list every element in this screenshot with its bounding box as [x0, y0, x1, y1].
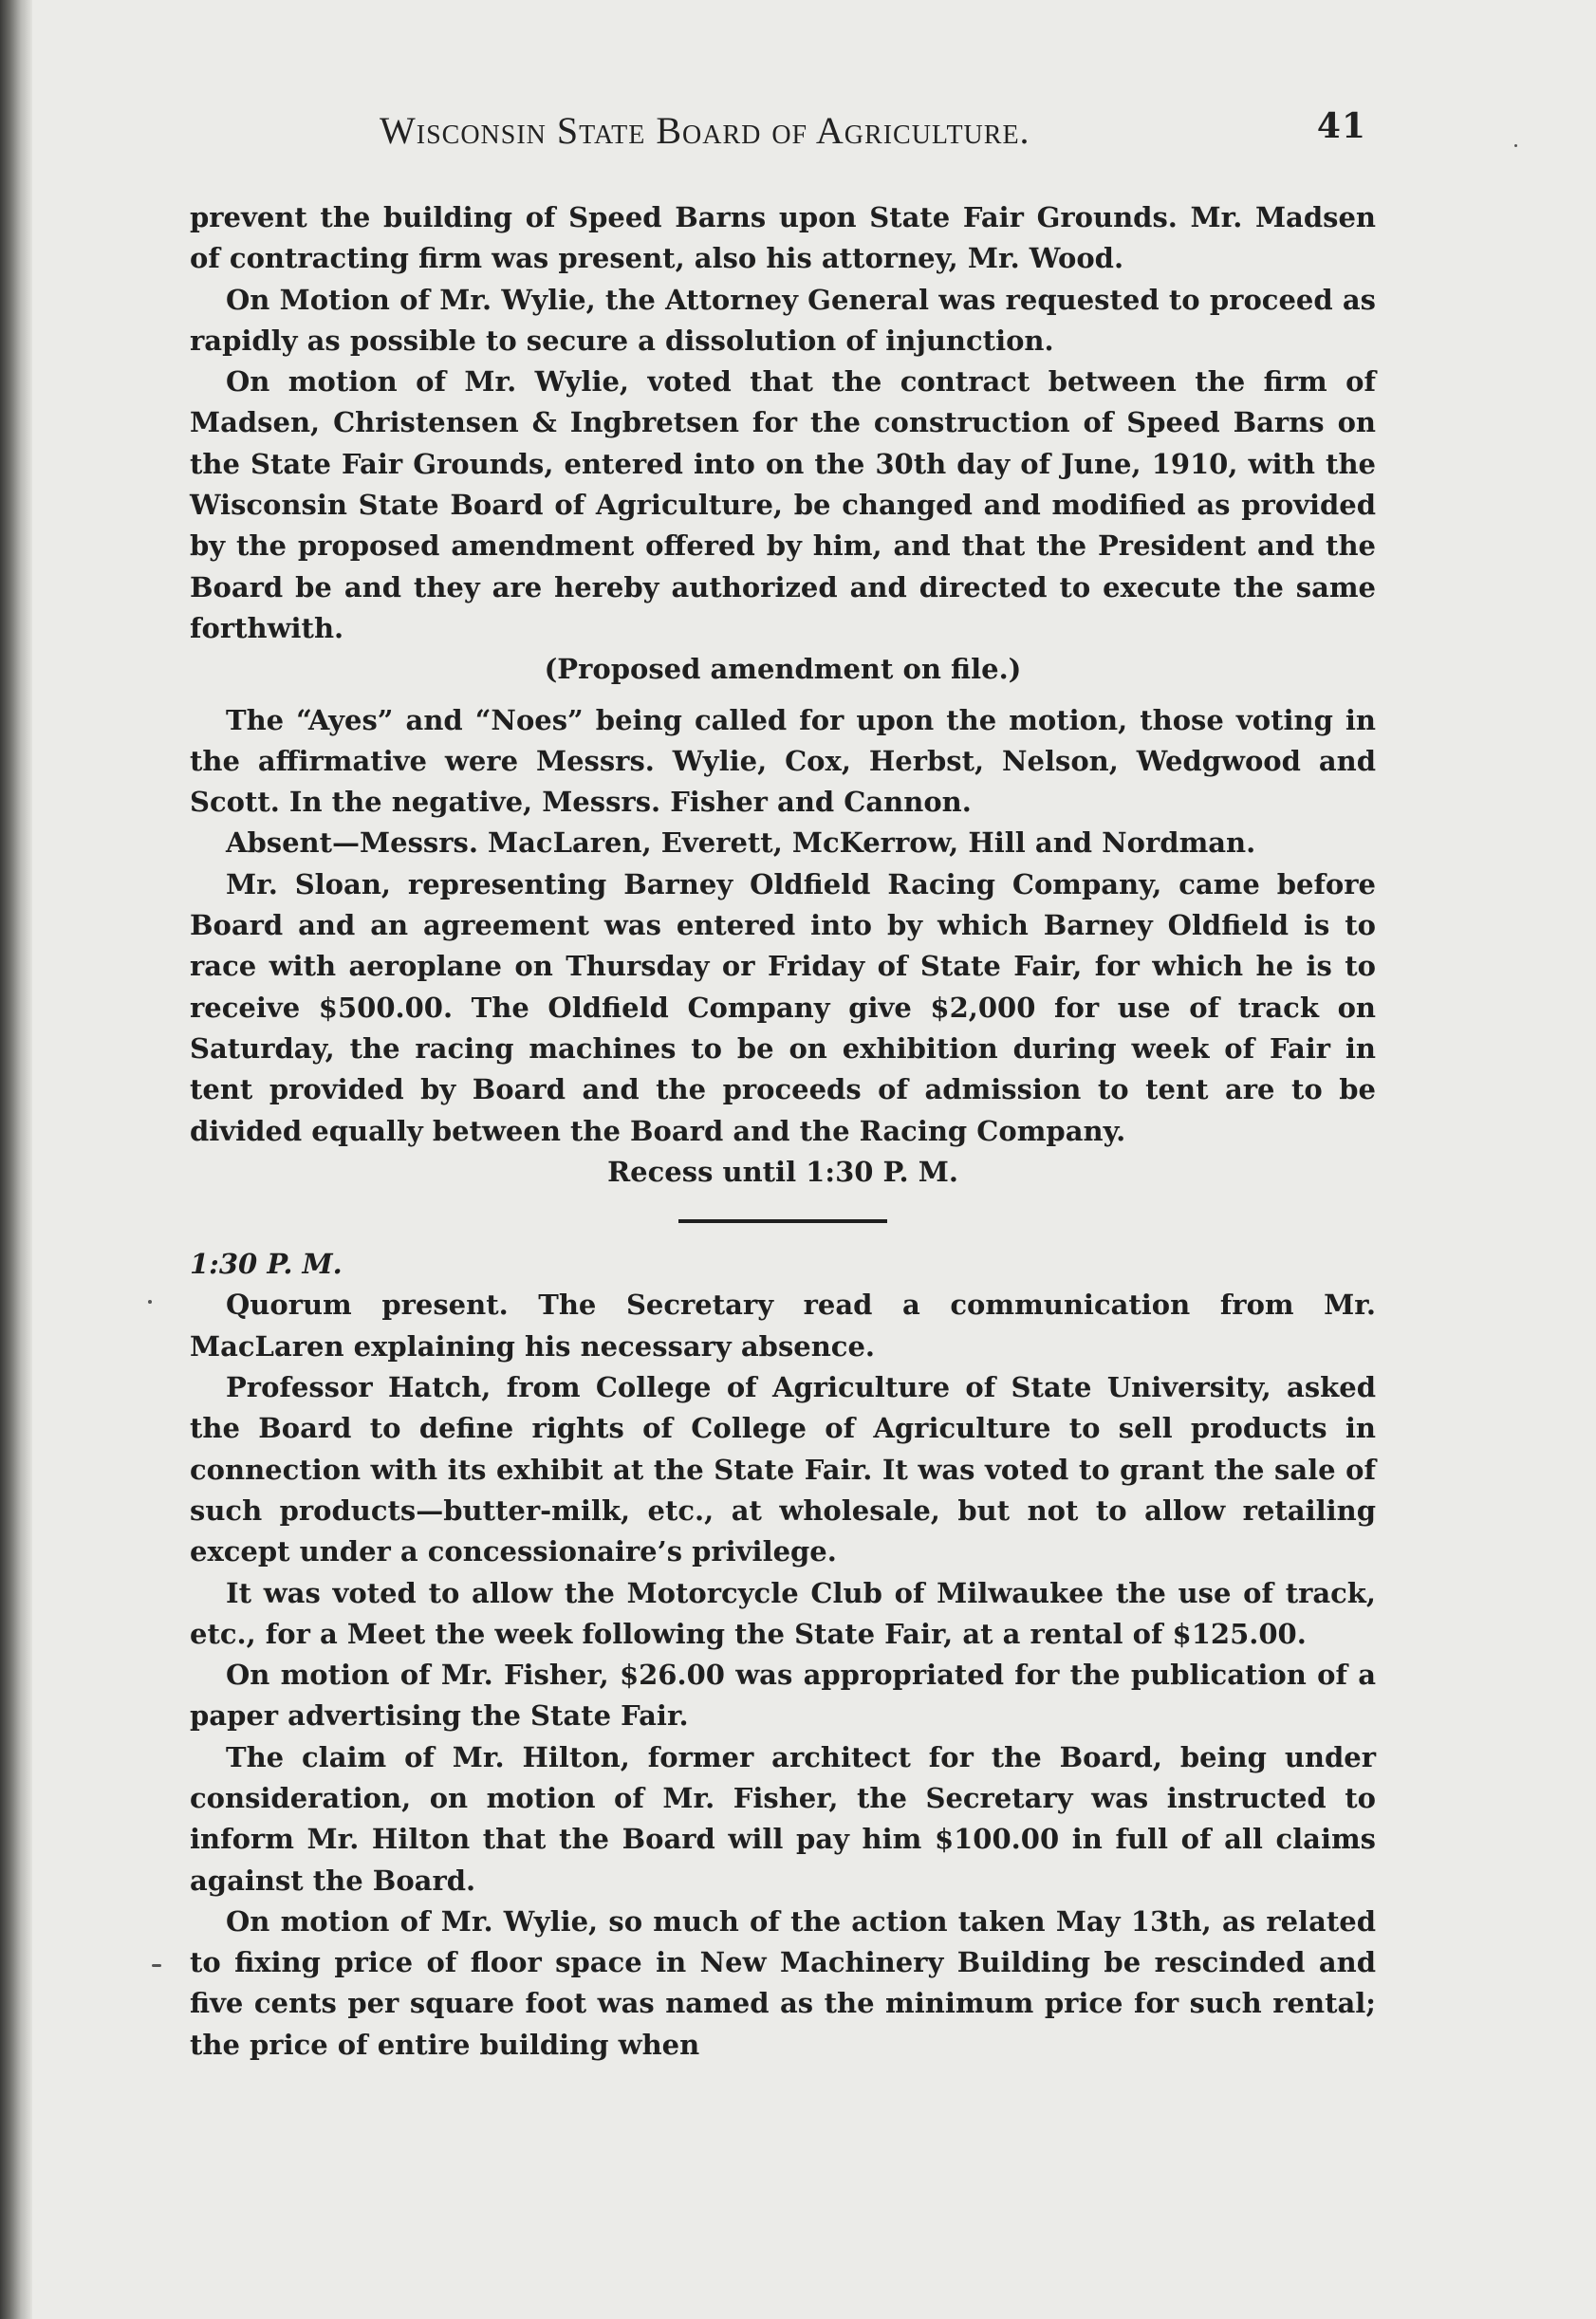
- page-binding-edge: [0, 0, 32, 2319]
- paragraph-vote-record: The “Ayes” and “Noes” being called for upon the motion, those voting in the affirmative were Messrs. Wylie, Cox, Herbst, Nelson, Wedgwood and Scott. In the negative, Messrs. Fisher and Cannon.: [190, 703, 1376, 819]
- paragraph-oldfield-agreement: Mr. Sloan, representing Barney Oldfield Racing Company, came before Board and an agreement was entered into by which Barney Oldfield is to race with aeroplane on Thursday or Friday of State Fair, for which he is to receive $500.00. The Oldfield Company give $2,000 for use of track on Saturday, the racing machines to be on exhibition during week of Fair in tent provided by Board and the proceeds of admission to tent are to be divided equally between the Board and the Racing Company.: [190, 867, 1376, 1147]
- print-speck: [148, 1300, 152, 1304]
- paragraph-college-products: Professor Hatch, from College of Agriculture of State University, asked the Board to define rights of College of Agriculture to sell products in connection with its exhibit at the State Fair. It was voted to grant the sale of such products—butter-milk, etc., at wholesale, but not to allow retailing except under a concessionaire’s privilege.: [190, 1371, 1376, 1568]
- paragraph-floor-space-price: On motion of Mr. Wylie, so much of the action taken May 13th, as related to fixing price of floor space in New Machinery Building be rescinded and five cents per square foot was named as the minimum price for such rental; the price of entire building when: [190, 1904, 1376, 2061]
- paragraph-continued: prevent the building of Speed Barns upon State Fair Grounds. Mr. Madsen of contracting firm was present, also his attorney, Mr. Wood.: [190, 201, 1376, 275]
- running-header-title: Wisconsin State Board of Agriculture.: [380, 109, 1030, 152]
- paragraph-hilton-claim: The claim of Mr. Hilton, former architect for the Board, being under consideration, on motion of Mr. Fisher, the Secretary was instructed to inform Mr. Hilton that the Board will pay him $100.00 in full of all claims against the Board.: [190, 1740, 1376, 1897]
- paragraph-absent-members: Absent—Messrs. MacLaren, Everett, McKerrow, Hill and Nordman.: [226, 826, 1256, 860]
- paragraph-attorney-general-motion: On Motion of Mr. Wylie, the Attorney General was requested to proceed as rapidly as possible to secure a dissolution of injunction.: [190, 283, 1376, 357]
- afternoon-session-heading: 1:30 P. M.: [190, 1248, 343, 1281]
- recess-note: Recess until 1:30 P. M.: [607, 1155, 958, 1188]
- print-speck: [1514, 144, 1517, 147]
- print-speck: [152, 1964, 161, 1967]
- document-page: [190, 102, 1376, 2066]
- section-divider: [678, 1219, 887, 1223]
- page-number: 41: [1316, 106, 1366, 146]
- paragraph-advertising-appropriation: On motion of Mr. Fisher, $26.00 was appropriated for the publication of a paper advertising the State Fair.: [190, 1659, 1376, 1733]
- body-text: [190, 197, 1376, 2066]
- paragraph-motorcycle-club: It was voted to allow the Motorcycle Club of Milwaukee the use of track, etc., for a Meet the week following the State Fair, at a rental of $125.00.: [190, 1576, 1376, 1650]
- paragraph-quorum: Quorum present. The Secretary read a communication from Mr. MacLaren explaining his necessary absence.: [190, 1289, 1376, 1363]
- running-header: [190, 102, 1376, 169]
- proposed-amendment-note: (Proposed amendment on file.): [544, 653, 1022, 686]
- paragraph-contract-motion: On motion of Mr. Wylie, voted that the contract between the firm of Madsen, Christensen & Ingbretsen for the construction of Speed Barns on the State Fair Grounds, entered into on the 30th day of June, 1910, with the Wisconsin State Board of Agriculture, be changed and modified as provided by the proposed amendment offered by him, and that the President and the Board be and they are hereby authorized and directed to execute the same forthwith.: [190, 365, 1376, 644]
